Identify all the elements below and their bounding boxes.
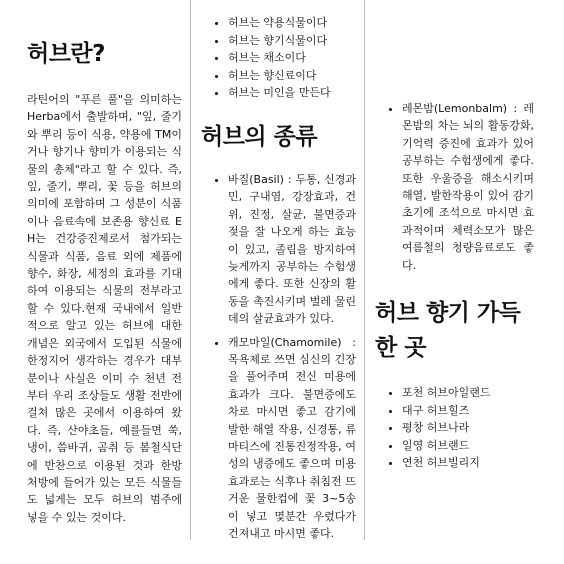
herb-facts-list [201, 14, 356, 102]
list-item: • 허브는 향신료이다 [228, 67, 356, 85]
column-herb-definition [0, 0, 191, 540]
section-heading-what-is-herb: 허브란? [27, 41, 105, 67]
list-item-lemonbalm: • 레몬밤(Lemonbalm) : 레몬밤의 차는 뇌의 활동강화, 기억력 증진에 효과가 있어 공부하는 수험생에게 좋다. 또한 우울증을 해소시키며 해열, 발한작용이 있어 감기 초기에 조석으로 마시면 효과적이며 체력소모가 많은 여름철의 청량음료로도 좋다. [402, 100, 534, 274]
list-item: • 대구 허브힐즈 [402, 402, 534, 420]
herb-places-list [375, 384, 534, 472]
herb-types-list-continued [375, 100, 534, 274]
list-item-basil: • 바질(Basil) : 두통, 신경과민, 구내염, 강장효과, 건위, 진정, 살균, 불면증과 젖을 잘 나오게 하는 효능이 있고, 졸림을 방지하여 늦게까지 공부하는 수험생에게 좋다. 또한 신장의 활동을 촉진시키며 벌레 물린데의 살균효과가 있다. [228, 171, 356, 328]
herb-definition-paragraph: 라틴어의 "푸른 풀"을 의미하는 Herba에서 출발하며, "잎, 줄기와 뿌리 등이 식용, 약용에 TM이거나 향기나 향미가 이용되는 식물의 총체"라고 할 수 있다. 즉, 잎, 줄기, 뿌리, 꽃 등을 허브의 의미에 포함하며 그 성분이 식품이나 음료속에 보존용 향신료 EH는 건강증진제로서 첨가되는 식물과 식품, 음료 외에 제품에 향수, 화장, 세정의 효과를 기대하여 이용되는 식물의 전부라고 할 수 있다.현재 국내에서 일반적으로 알고 있는 허브에 대한 개념은 외국에서 도입된 식물에 한정지어 생각하는 경우가 대부분이나 사실은 이미 수 천년 전부터 우리 조상들도 생활 전반에 걸쳐 많은 곳에서 이용하여 왔다. 즉, 산야초들, 예를들면 쑥, 냉이, 씀바귀, 곰취 등 봄철식단에 반찬으로 이용된 것과 한방 처방에 들어가 있는 모든 식물들도 넓게는 모두 허브의 범주에 넣을 수 있는 것이다. [27, 93, 182, 524]
list-item: • 허브는 향기식물이다 [228, 32, 356, 50]
list-item: • 일영 허브랜드 [402, 437, 534, 455]
list-item: • 평창 허브나라 [402, 419, 534, 437]
list-item: • 허브는 약용식물이다 [228, 14, 356, 32]
list-item-chamomile: • 캐모마일(Chamomile) : 목욕제로 쓰면 심신의 긴장을 풀어주며 전신 미용에 효과가 크다. 불면증에도 차로 마시면 좋고 감기에 발한 해열 작용, 신경통, 류마티스에 진통진정작용, 여성의 냉증에도 좋으며 미용효과로는 식후나 취침전 뜨거운 물한컵에 꽃 3~5송이 넣고 몇분간 우렸다가 건져내고 마시면 좋다. [228, 334, 356, 543]
list-item: • 허브는 채소이다 [228, 49, 356, 67]
list-item: • 허브는 미인을 만든다 [228, 84, 356, 102]
column-herb-types [191, 0, 365, 540]
column-herb-places [365, 0, 564, 540]
herb-types-list [201, 171, 356, 543]
list-item: • 연천 허브빌리지 [402, 454, 534, 472]
list-item: • 포천 허브아일랜드 [402, 384, 534, 402]
section-heading-herb-places: 허브 향기 가득한 곳 [375, 300, 521, 362]
section-heading-herb-types: 허브의 종류 [201, 123, 318, 150]
